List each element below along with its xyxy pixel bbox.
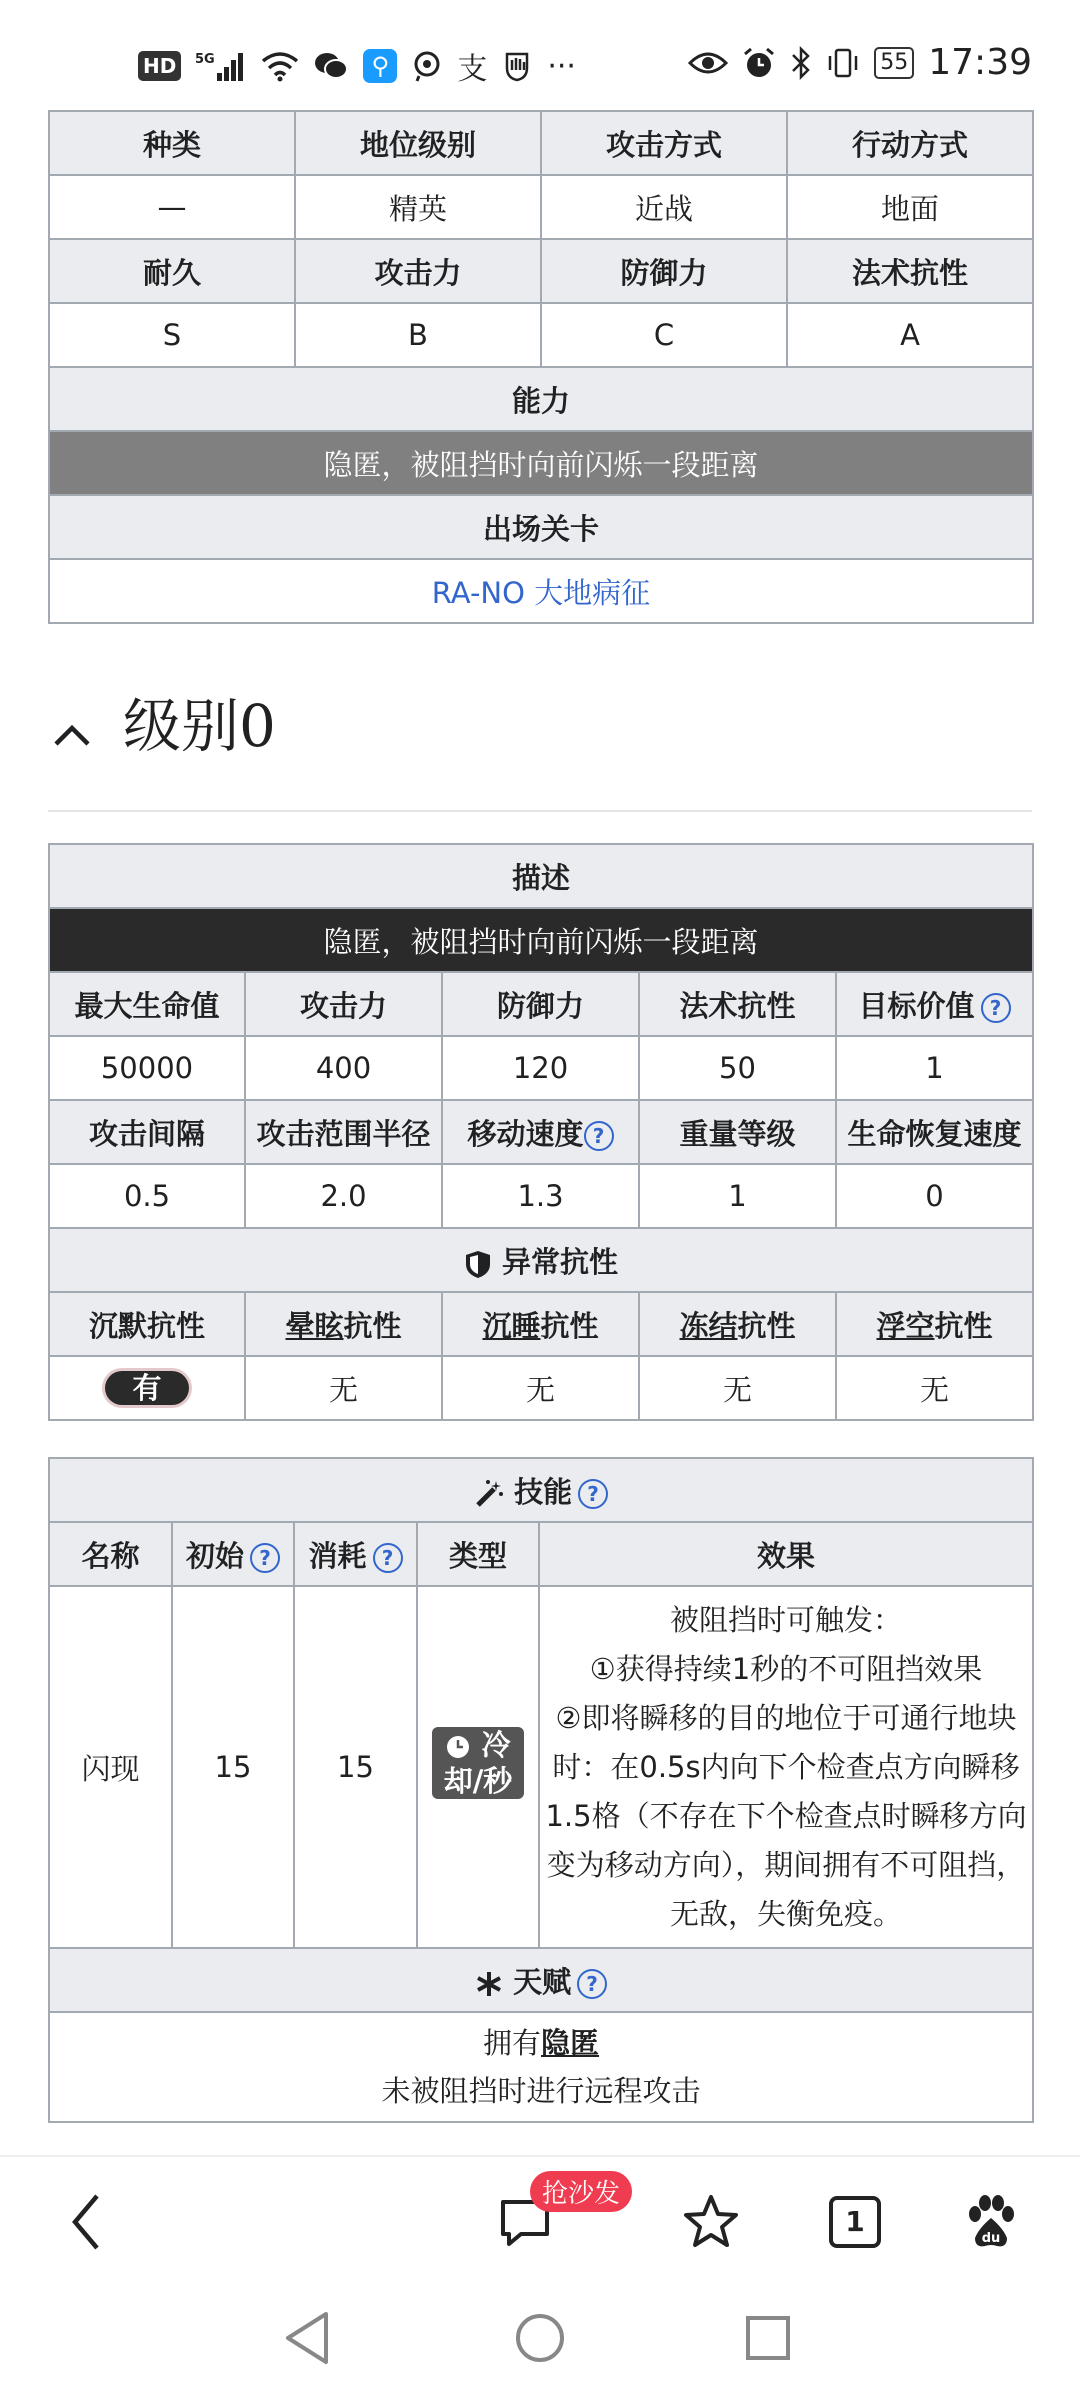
value-cell: 无 <box>836 1356 1033 1420</box>
header-cell: 类型 <box>417 1522 539 1586</box>
system-nav-bar <box>0 2290 1080 2400</box>
skill-effect <box>539 1586 1033 1948</box>
hd-icon: HD <box>138 51 181 81</box>
header-cell: 攻击力 <box>245 972 442 1036</box>
talent-line: 未被阻挡时进行远程攻击 <box>381 2074 701 2108</box>
battery-icon: 55 <box>874 47 914 79</box>
resist-header <box>49 1228 1033 1292</box>
bluetooth-icon <box>790 46 812 80</box>
header-text: 抗性 <box>737 1308 796 1343</box>
value-row <box>49 1356 1033 1420</box>
skills-label: 技能 <box>514 1474 573 1509</box>
vibrate-icon <box>826 46 860 80</box>
header-cell: 防御力 <box>541 239 787 303</box>
value-cell: 无 <box>639 1356 836 1420</box>
skill-initial: 15 <box>172 1586 294 1948</box>
desc-header: 描述 <box>49 844 1033 908</box>
value-cell: 0 <box>836 1164 1033 1228</box>
stage-link[interactable]: RA-NO 大地病征 <box>49 559 1033 623</box>
eye-icon <box>688 49 728 77</box>
help-icon[interactable]: ? <box>584 1121 614 1151</box>
stage-header: 出场关卡 <box>49 495 1033 559</box>
ability-header: 能力 <box>49 367 1033 431</box>
header-text: 消耗 <box>308 1538 367 1573</box>
header-cell: 攻击范围半径 <box>245 1100 442 1164</box>
header-cell: 攻击方式 <box>541 111 787 175</box>
clock-icon <box>445 1734 471 1760</box>
back-arrow-icon <box>67 2192 107 2252</box>
skill-cost: 15 <box>294 1586 417 1948</box>
value-row <box>49 1164 1033 1228</box>
hand-icon <box>501 50 533 82</box>
system-recents-icon[interactable] <box>744 2314 792 2362</box>
value-cell: 精英 <box>295 175 541 239</box>
header-cell: 法术抗性 <box>787 239 1033 303</box>
help-icon[interactable]: ? <box>578 1479 608 1509</box>
talent-text: 拥有 <box>483 2026 542 2060</box>
header-cell <box>49 1292 245 1356</box>
5g-signal-icon <box>195 49 247 83</box>
value-cell: 120 <box>442 1036 639 1100</box>
wifi-icon <box>261 50 299 82</box>
stun-link[interactable]: 晕眩 <box>285 1308 344 1343</box>
value-cell: C <box>541 303 787 367</box>
value-cell: 无 <box>245 1356 442 1420</box>
svg-text:5G: 5G <box>195 52 216 67</box>
browser-toolbar <box>0 2155 1080 2292</box>
asterisk-icon <box>475 1970 503 1998</box>
desc-value: 隐匿，被阻挡时向前闪烁一段距离 <box>49 908 1033 972</box>
skill-type-text: 冷却/秒 <box>443 1728 513 1798</box>
header-text: 目标价值 <box>858 988 975 1023</box>
value-cell: A <box>787 303 1033 367</box>
search-app-icon: ⚲ <box>363 49 397 83</box>
status-right <box>688 42 1032 83</box>
help-icon[interactable]: ? <box>373 1543 403 1573</box>
star-icon <box>681 2192 741 2252</box>
header-cell: 法术抗性 <box>639 972 836 1036</box>
header-cell: 地位级别 <box>295 111 541 175</box>
value-cell: 50000 <box>49 1036 245 1100</box>
back-button[interactable] <box>52 2187 122 2257</box>
value-cell: 1 <box>639 1164 836 1228</box>
value-cell: 1.3 <box>442 1164 639 1228</box>
talent-content <box>49 2012 1033 2122</box>
system-back-icon[interactable] <box>282 2310 332 2366</box>
header-cell <box>442 1292 639 1356</box>
header-text: 沉默抗性 <box>88 1308 205 1343</box>
baidu-button[interactable] <box>956 2187 1026 2257</box>
header-cell: 防御力 <box>442 972 639 1036</box>
clock: 17:39 <box>928 42 1032 83</box>
section-title: 级别0 <box>123 692 276 760</box>
value-cell: 无 <box>442 1356 639 1420</box>
help-icon[interactable]: ? <box>981 993 1011 1023</box>
value-cell: S <box>49 303 295 367</box>
cooldown-tag <box>432 1727 524 1799</box>
more-icon: ··· <box>547 48 576 84</box>
system-home-icon[interactable] <box>514 2312 566 2364</box>
skill-name: 闪现 <box>49 1586 172 1948</box>
effect-line: ①获得持续1秒的不可阻挡效果 <box>589 1651 983 1686</box>
skills-table <box>48 1457 1034 2123</box>
value-cell <box>49 1356 245 1420</box>
header-cell: 耐久 <box>49 239 295 303</box>
header-row <box>49 1522 1033 1586</box>
header-cell <box>639 1292 836 1356</box>
alipay-icon: 支 <box>457 52 488 87</box>
levitate-link[interactable]: 浮空 <box>876 1308 935 1343</box>
header-cell <box>294 1522 417 1586</box>
header-row <box>49 239 1033 303</box>
value-cell: 400 <box>245 1036 442 1100</box>
header-cell <box>172 1522 294 1586</box>
header-cell: 攻击力 <box>295 239 541 303</box>
chevron-up-icon[interactable] <box>52 716 92 756</box>
header-cell: 最大生命值 <box>49 972 245 1036</box>
shield-icon <box>464 1249 492 1279</box>
header-cell <box>245 1292 442 1356</box>
svg-text:du: du <box>981 2231 1001 2246</box>
value-row <box>49 175 1033 239</box>
header-cell: 生命恢复速度 <box>836 1100 1033 1164</box>
value-row <box>49 1036 1033 1100</box>
sleep-link[interactable]: 沉睡 <box>482 1308 541 1343</box>
help-icon[interactable]: ? <box>250 1543 280 1573</box>
header-text: 抗性 <box>540 1308 599 1343</box>
value-cell: 50 <box>639 1036 836 1100</box>
header-row <box>49 1292 1033 1356</box>
header-text: 抗性 <box>934 1308 993 1343</box>
header-cell: 名称 <box>49 1522 172 1586</box>
help-icon[interactable]: ? <box>577 1969 607 1999</box>
tabs-count: 1 <box>829 2196 881 2248</box>
value-cell: 0.5 <box>49 1164 245 1228</box>
header-cell: 效果 <box>539 1522 1033 1586</box>
stealth-link[interactable]: 隐匿 <box>541 2026 600 2060</box>
header-text: 抗性 <box>343 1308 402 1343</box>
skills-header <box>49 1458 1033 1522</box>
header-cell: 种类 <box>49 111 295 175</box>
freeze-link[interactable]: 冻结 <box>679 1308 738 1343</box>
skill-type <box>417 1586 539 1948</box>
voice-icon <box>411 50 443 82</box>
alarm-icon <box>742 46 776 80</box>
header-cell <box>442 1100 639 1164</box>
effect-line: ②即将瞬移的目的地位于可通行地块时：在0.5s内向下个检查点方向瞬移1.5格（不存在下个检查点时瞬移方向变为移动方向），期间拥有不可阻挡，无敌，失衡免疫。 <box>545 1700 1027 1931</box>
header-text: 移动速度 <box>467 1116 584 1151</box>
ability-value: 隐匿，被阻挡时向前闪烁一段距离 <box>49 431 1033 495</box>
value-cell: — <box>49 175 295 239</box>
value-cell: 地面 <box>787 175 1033 239</box>
yes-badge: 有 <box>105 1371 189 1405</box>
value-cell: B <box>295 303 541 367</box>
section-heading[interactable] <box>48 690 1032 812</box>
header-text: 初始 <box>185 1538 244 1573</box>
value-cell: 1 <box>836 1036 1033 1100</box>
baidu-paw-icon <box>963 2194 1019 2250</box>
header-cell: 重量等级 <box>639 1100 836 1164</box>
status-left <box>138 44 576 88</box>
resist-label: 异常抗性 <box>502 1244 619 1279</box>
value-cell: 2.0 <box>245 1164 442 1228</box>
header-cell <box>836 972 1033 1036</box>
talent-label: 天赋 <box>513 1964 572 1999</box>
header-row <box>49 111 1033 175</box>
skill-row <box>49 1586 1033 1948</box>
header-cell: 攻击间隔 <box>49 1100 245 1164</box>
header-row <box>49 972 1033 1036</box>
effect-line: 被阻挡时可触发： <box>670 1602 903 1637</box>
value-cell: 近战 <box>541 175 787 239</box>
talent-header <box>49 1948 1033 2012</box>
header-cell: 行动方式 <box>787 111 1033 175</box>
favorite-button[interactable] <box>676 2187 746 2257</box>
wechat-icon <box>313 50 349 82</box>
talent-line <box>50 2019 1032 2067</box>
magic-wand-icon <box>474 1479 504 1509</box>
comment-badge[interactable]: 抢沙发 <box>530 2171 632 2212</box>
header-row <box>49 1100 1033 1164</box>
tabs-button[interactable] <box>820 2187 890 2257</box>
header-cell <box>836 1292 1033 1356</box>
enemy-info-table <box>48 110 1034 624</box>
value-row <box>49 303 1033 367</box>
level-table <box>48 843 1034 1421</box>
